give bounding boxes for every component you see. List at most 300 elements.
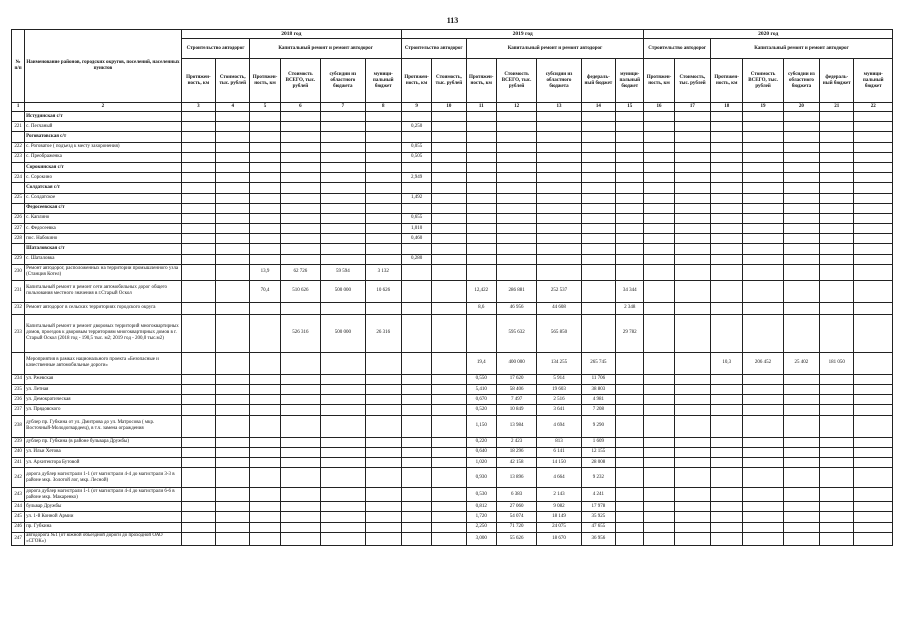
cell-col-8 bbox=[365, 203, 401, 213]
cell-col-10 bbox=[432, 244, 466, 254]
cell-col-19 bbox=[743, 152, 783, 162]
cell-col-15 bbox=[616, 183, 644, 193]
header-cost: Стоимость, тыс. рублей bbox=[432, 59, 466, 103]
cell-col-10 bbox=[432, 374, 466, 384]
cell-col-12 bbox=[496, 213, 536, 223]
cell-col-16 bbox=[644, 532, 674, 545]
row-number bbox=[12, 244, 25, 254]
cell-col-4 bbox=[216, 374, 250, 384]
cell-col-19 bbox=[743, 162, 783, 172]
row-name: Ремонт автодорог, расположенных на территории промышленного узла (Станция Котел) bbox=[25, 264, 182, 280]
cell-col-16 bbox=[644, 447, 674, 457]
row-name: Ремонт автодорог в сельских территориях городского округа bbox=[25, 302, 182, 314]
cell-col-5 bbox=[250, 132, 280, 142]
table-row bbox=[12, 280, 893, 302]
cell-col-13 bbox=[537, 203, 581, 213]
header-cost: Стоимость, тыс. рублей bbox=[674, 59, 710, 103]
cell-col-19 bbox=[743, 522, 783, 532]
row-number: 221 bbox=[12, 122, 25, 132]
cell-col-6 bbox=[280, 162, 320, 172]
cell-col-20 bbox=[783, 314, 819, 352]
cell-col-19 bbox=[743, 264, 783, 280]
cell-col-8 bbox=[365, 132, 401, 142]
cell-col-13: 24 075 bbox=[537, 522, 581, 532]
cell-col-8: 26 316 bbox=[365, 314, 401, 352]
header-federal: федераль-ный бюджет bbox=[581, 59, 615, 103]
cell-col-7 bbox=[321, 203, 365, 213]
cell-col-4 bbox=[216, 395, 250, 405]
cell-col-20 bbox=[783, 173, 819, 183]
cell-col-16 bbox=[644, 522, 674, 532]
cell-col-6: 510 626 bbox=[280, 280, 320, 302]
cell-col-20 bbox=[783, 302, 819, 314]
cell-col-12 bbox=[496, 112, 536, 122]
cell-col-21 bbox=[820, 203, 854, 213]
cell-col-7 bbox=[321, 512, 365, 522]
cell-col-6 bbox=[280, 254, 320, 264]
cell-col-22 bbox=[854, 457, 893, 467]
cell-col-18 bbox=[711, 132, 743, 142]
cell-col-5 bbox=[250, 162, 280, 172]
cell-col-7 bbox=[321, 244, 365, 254]
cell-col-12 bbox=[496, 224, 536, 234]
cell-col-18 bbox=[711, 314, 743, 352]
cell-col-4 bbox=[216, 488, 250, 502]
cell-col-6 bbox=[280, 502, 320, 512]
cell-col-4 bbox=[216, 405, 250, 415]
cell-col-20 bbox=[783, 203, 819, 213]
cell-col-5 bbox=[250, 112, 280, 122]
cell-col-11 bbox=[466, 314, 496, 352]
cell-col-22 bbox=[854, 122, 893, 132]
cell-col-21 bbox=[820, 132, 854, 142]
cell-col-8 bbox=[365, 502, 401, 512]
cell-col-17 bbox=[674, 437, 710, 447]
cell-col-20 bbox=[783, 395, 819, 405]
cell-col-22 bbox=[854, 314, 893, 352]
cell-col-9 bbox=[401, 502, 431, 512]
cell-col-18 bbox=[711, 468, 743, 488]
cell-col-3 bbox=[181, 193, 215, 203]
cell-col-8 bbox=[365, 254, 401, 264]
row-name: Капитальный ремонт и ремонт дворовых территорий многоквартирных домов, проездов к дворовым территориям многоквартирных домов в г. Старый Оскол (2018 год - 190,5 тыс. м2; 2019 год - 200,0 тыс.м2) bbox=[25, 314, 182, 352]
cell-col-10 bbox=[432, 488, 466, 502]
cell-col-17 bbox=[674, 415, 710, 437]
header-subsidy: субсидии из областного бюджета bbox=[537, 59, 581, 103]
cell-col-22 bbox=[854, 152, 893, 162]
table-row bbox=[12, 502, 893, 512]
cell-col-12: 17 620 bbox=[496, 374, 536, 384]
cell-col-8 bbox=[365, 468, 401, 488]
cell-col-5 bbox=[250, 173, 280, 183]
section-row bbox=[12, 132, 893, 142]
cell-col-12: 13 896 bbox=[496, 468, 536, 488]
cell-col-14: 1 609 bbox=[581, 437, 615, 447]
column-index-cell: 3 bbox=[181, 103, 215, 112]
row-name: ул. Демократическая bbox=[25, 395, 182, 405]
cell-col-9: 0,055 bbox=[401, 142, 431, 152]
cell-col-6 bbox=[280, 173, 320, 183]
cell-col-16 bbox=[644, 112, 674, 122]
cell-col-14: 4 241 bbox=[581, 488, 615, 502]
row-number: 241 bbox=[12, 457, 25, 467]
cell-col-9: 0,280 bbox=[401, 254, 431, 264]
cell-col-16 bbox=[644, 244, 674, 254]
cell-col-21 bbox=[820, 314, 854, 352]
cell-col-7 bbox=[321, 132, 365, 142]
table-row bbox=[12, 374, 893, 384]
cell-col-19 bbox=[743, 405, 783, 415]
cell-col-13 bbox=[537, 264, 581, 280]
cell-col-11: 0,220 bbox=[466, 437, 496, 447]
cell-col-19 bbox=[743, 415, 783, 437]
cell-col-21 bbox=[820, 502, 854, 512]
cell-col-4 bbox=[216, 264, 250, 280]
cell-col-18 bbox=[711, 162, 743, 172]
cell-col-14: 265 745 bbox=[581, 352, 615, 374]
cell-col-22 bbox=[854, 183, 893, 193]
cell-col-17 bbox=[674, 142, 710, 152]
cell-col-21 bbox=[820, 213, 854, 223]
cell-col-17 bbox=[674, 457, 710, 467]
section-row bbox=[12, 162, 893, 172]
cell-col-16 bbox=[644, 302, 674, 314]
cell-col-3 bbox=[181, 415, 215, 437]
cell-col-14: 35 925 bbox=[581, 512, 615, 522]
row-number: 231 bbox=[12, 280, 25, 302]
cell-col-12: 42 158 bbox=[496, 457, 536, 467]
cell-col-4 bbox=[216, 132, 250, 142]
cell-col-8 bbox=[365, 193, 401, 203]
cell-col-14 bbox=[581, 224, 615, 234]
cell-col-14 bbox=[581, 280, 615, 302]
cell-col-15 bbox=[616, 468, 644, 488]
row-number: 236 bbox=[12, 395, 25, 405]
cell-col-7 bbox=[321, 152, 365, 162]
cell-col-21 bbox=[820, 280, 854, 302]
cell-col-22 bbox=[854, 302, 893, 314]
cell-col-12: 18 296 bbox=[496, 447, 536, 457]
cell-col-11 bbox=[466, 152, 496, 162]
cell-col-22 bbox=[854, 244, 893, 254]
cell-col-12 bbox=[496, 162, 536, 172]
cell-col-9 bbox=[401, 264, 431, 280]
cell-col-15 bbox=[616, 352, 644, 374]
cell-col-18 bbox=[711, 173, 743, 183]
cell-col-3 bbox=[181, 244, 215, 254]
cell-col-15 bbox=[616, 457, 644, 467]
cell-col-11 bbox=[466, 122, 496, 132]
row-number: 244 bbox=[12, 502, 25, 512]
cell-col-9 bbox=[401, 183, 431, 193]
cell-col-12 bbox=[496, 142, 536, 152]
cell-col-8 bbox=[365, 405, 401, 415]
row-name: автодорога №1 (от южной объездной дороги до проходной ОАО «СГОК») bbox=[25, 532, 182, 545]
cell-col-17 bbox=[674, 244, 710, 254]
cell-col-16 bbox=[644, 122, 674, 132]
cell-col-8 bbox=[365, 112, 401, 122]
cell-col-4 bbox=[216, 122, 250, 132]
cell-col-5 bbox=[250, 385, 280, 395]
cell-col-15: 34 344 bbox=[616, 280, 644, 302]
cell-col-7 bbox=[321, 183, 365, 193]
cell-col-18 bbox=[711, 183, 743, 193]
cell-col-15 bbox=[616, 213, 644, 223]
cell-col-13: 2 143 bbox=[537, 488, 581, 502]
cell-col-19 bbox=[743, 468, 783, 488]
cell-col-5 bbox=[250, 314, 280, 352]
cell-col-20 bbox=[783, 522, 819, 532]
cell-col-18 bbox=[711, 522, 743, 532]
cell-col-7 bbox=[321, 502, 365, 512]
cell-col-14 bbox=[581, 254, 615, 264]
cell-col-18 bbox=[711, 488, 743, 502]
cell-col-20 bbox=[783, 457, 819, 467]
cell-col-20 bbox=[783, 447, 819, 457]
cell-col-10 bbox=[432, 502, 466, 512]
cell-col-10 bbox=[432, 280, 466, 302]
cell-col-15 bbox=[616, 254, 644, 264]
cell-col-13: 4 664 bbox=[537, 468, 581, 488]
row-name: Федосеевская с/т bbox=[25, 203, 182, 213]
cell-col-9 bbox=[401, 457, 431, 467]
cell-col-7 bbox=[321, 395, 365, 405]
cell-col-11 bbox=[466, 213, 496, 223]
cell-col-19 bbox=[743, 193, 783, 203]
cell-col-3 bbox=[181, 234, 215, 244]
cell-col-11 bbox=[466, 264, 496, 280]
header-construction-2019: Строительство автодорог bbox=[401, 39, 466, 59]
cell-col-20 bbox=[783, 405, 819, 415]
cell-col-3 bbox=[181, 280, 215, 302]
cell-col-13: 5 914 bbox=[537, 374, 581, 384]
cell-col-9: 0,655 bbox=[401, 213, 431, 223]
cell-col-17 bbox=[674, 352, 710, 374]
cell-col-21 bbox=[820, 405, 854, 415]
cell-col-18 bbox=[711, 244, 743, 254]
cell-col-20 bbox=[783, 132, 819, 142]
table-row bbox=[12, 193, 893, 203]
row-name: с. Шаталовка bbox=[25, 254, 182, 264]
cell-col-6 bbox=[280, 112, 320, 122]
cell-col-13 bbox=[537, 132, 581, 142]
cell-col-5 bbox=[250, 213, 280, 223]
cell-col-4 bbox=[216, 468, 250, 488]
cell-col-14 bbox=[581, 234, 615, 244]
cell-col-11: 0,812 bbox=[466, 502, 496, 512]
row-number bbox=[12, 203, 25, 213]
cell-col-12: 7 497 bbox=[496, 395, 536, 405]
table-row bbox=[12, 264, 893, 280]
cell-col-22 bbox=[854, 352, 893, 374]
cell-col-22 bbox=[854, 405, 893, 415]
cell-col-13: 565 850 bbox=[537, 314, 581, 352]
cell-col-12: 46 956 bbox=[496, 302, 536, 314]
cell-col-22 bbox=[854, 385, 893, 395]
cell-col-6 bbox=[280, 457, 320, 467]
cell-col-14: 28 008 bbox=[581, 457, 615, 467]
cell-col-9: 2,949 bbox=[401, 173, 431, 183]
cell-col-20 bbox=[783, 437, 819, 447]
cell-col-6 bbox=[280, 374, 320, 384]
cell-col-12: 2 423 bbox=[496, 437, 536, 447]
column-index-cell: 12 bbox=[496, 103, 536, 112]
cell-col-14 bbox=[581, 162, 615, 172]
cell-col-22 bbox=[854, 224, 893, 234]
cell-col-7: 500 000 bbox=[321, 314, 365, 352]
cell-col-19 bbox=[743, 280, 783, 302]
cell-col-5 bbox=[250, 193, 280, 203]
cell-col-10 bbox=[432, 264, 466, 280]
cell-col-11 bbox=[466, 132, 496, 142]
cell-col-16 bbox=[644, 254, 674, 264]
table-row bbox=[12, 512, 893, 522]
cell-col-7 bbox=[321, 213, 365, 223]
row-number: 232 bbox=[12, 302, 25, 314]
cell-col-15 bbox=[616, 193, 644, 203]
row-name: ул. Ржевская bbox=[25, 374, 182, 384]
cell-col-12 bbox=[496, 264, 536, 280]
cell-col-14: 17 978 bbox=[581, 502, 615, 512]
cell-col-6 bbox=[280, 512, 320, 522]
cell-col-12: 55 626 bbox=[496, 532, 536, 545]
cell-col-15 bbox=[616, 264, 644, 280]
cell-col-6 bbox=[280, 122, 320, 132]
cell-col-5 bbox=[250, 395, 280, 405]
cell-col-13 bbox=[537, 112, 581, 122]
cell-col-9 bbox=[401, 352, 431, 374]
cell-col-8 bbox=[365, 142, 401, 152]
row-number: 227 bbox=[12, 224, 25, 234]
row-number bbox=[12, 183, 25, 193]
column-index-cell: 21 bbox=[820, 103, 854, 112]
column-index-cell: 1 bbox=[12, 103, 25, 112]
column-index-cell: 17 bbox=[674, 103, 710, 112]
cell-col-6 bbox=[280, 488, 320, 502]
cell-col-20 bbox=[783, 532, 819, 545]
cell-col-13 bbox=[537, 213, 581, 223]
cell-col-6 bbox=[280, 532, 320, 545]
row-name: ул. Архитектора Бутовой bbox=[25, 457, 182, 467]
cell-col-14 bbox=[581, 112, 615, 122]
cell-col-17 bbox=[674, 512, 710, 522]
header-construction-2018: Строительство автодорог bbox=[181, 39, 250, 59]
cell-col-10 bbox=[432, 468, 466, 488]
cell-col-14 bbox=[581, 244, 615, 254]
cell-col-9: 1,492 bbox=[401, 193, 431, 203]
cell-col-17 bbox=[674, 502, 710, 512]
cell-col-6 bbox=[280, 352, 320, 374]
cell-col-4 bbox=[216, 457, 250, 467]
cell-col-16 bbox=[644, 224, 674, 234]
cell-col-4 bbox=[216, 512, 250, 522]
cell-col-20 bbox=[783, 502, 819, 512]
cell-col-11: 0,530 bbox=[466, 488, 496, 502]
cell-col-5 bbox=[250, 488, 280, 502]
cell-col-10 bbox=[432, 457, 466, 467]
cell-col-17 bbox=[674, 234, 710, 244]
cell-col-7 bbox=[321, 468, 365, 488]
column-index-cell: 2 bbox=[25, 103, 182, 112]
column-index-cell: 14 bbox=[581, 103, 615, 112]
cell-col-20 bbox=[783, 244, 819, 254]
cell-col-14 bbox=[581, 152, 615, 162]
cell-col-13: 134 255 bbox=[537, 352, 581, 374]
cell-col-9 bbox=[401, 314, 431, 352]
cell-col-5 bbox=[250, 415, 280, 437]
cell-col-13: 9 082 bbox=[537, 502, 581, 512]
cell-col-19 bbox=[743, 244, 783, 254]
cell-col-16 bbox=[644, 203, 674, 213]
row-name: пр. Губкина bbox=[25, 522, 182, 532]
cell-col-20 bbox=[783, 280, 819, 302]
cell-col-16 bbox=[644, 395, 674, 405]
cell-col-9: 1,010 bbox=[401, 224, 431, 234]
cell-col-11 bbox=[466, 224, 496, 234]
cell-col-18 bbox=[711, 264, 743, 280]
cell-col-12: 286 881 bbox=[496, 280, 536, 302]
cell-col-17 bbox=[674, 152, 710, 162]
cell-col-19 bbox=[743, 502, 783, 512]
cell-col-14: 9 232 bbox=[581, 468, 615, 488]
road-works-table bbox=[11, 29, 893, 546]
cell-col-17 bbox=[674, 254, 710, 264]
column-index-cell: 8 bbox=[365, 103, 401, 112]
cell-col-21 bbox=[820, 122, 854, 132]
cell-col-17 bbox=[674, 405, 710, 415]
cell-col-19 bbox=[743, 213, 783, 223]
cell-col-15: 29 782 bbox=[616, 314, 644, 352]
cell-col-17 bbox=[674, 280, 710, 302]
cell-col-10 bbox=[432, 352, 466, 374]
row-name: Сорокинская с/т bbox=[25, 162, 182, 172]
row-number: 225 bbox=[12, 193, 25, 203]
cell-col-4 bbox=[216, 244, 250, 254]
table-row bbox=[12, 122, 893, 132]
cell-col-3 bbox=[181, 264, 215, 280]
cell-col-6 bbox=[280, 405, 320, 415]
row-name: дорога дублер магистрали 1-1 (от магистрали 4-4 до магистрали 3-3 в районе мкр. Золотой лог, мкр. Лесной) bbox=[25, 468, 182, 488]
cell-col-18 bbox=[711, 447, 743, 457]
cell-col-6 bbox=[280, 395, 320, 405]
cell-col-16 bbox=[644, 280, 674, 302]
cell-col-17 bbox=[674, 132, 710, 142]
table-row bbox=[12, 457, 893, 467]
cell-col-3 bbox=[181, 468, 215, 488]
table-row bbox=[12, 415, 893, 437]
header-cost-total: Стоимость ВСЕГО, тыс. рублей bbox=[496, 59, 536, 103]
cell-col-19 bbox=[743, 173, 783, 183]
cell-col-14 bbox=[581, 213, 615, 223]
cell-col-6 bbox=[280, 385, 320, 395]
row-number: 237 bbox=[12, 405, 25, 415]
cell-col-11: 0,640 bbox=[466, 447, 496, 457]
row-number bbox=[12, 162, 25, 172]
column-index-cell: 18 bbox=[711, 103, 743, 112]
cell-col-15 bbox=[616, 405, 644, 415]
table-row bbox=[12, 395, 893, 405]
cell-col-3 bbox=[181, 457, 215, 467]
cell-col-12: 10 849 bbox=[496, 405, 536, 415]
cell-col-4 bbox=[216, 162, 250, 172]
table-row bbox=[12, 437, 893, 447]
cell-col-22 bbox=[854, 213, 893, 223]
row-name: пос. Набокино bbox=[25, 234, 182, 244]
cell-col-9 bbox=[401, 532, 431, 545]
table-row bbox=[12, 532, 893, 545]
cell-col-21 bbox=[820, 234, 854, 244]
cell-col-13 bbox=[537, 234, 581, 244]
